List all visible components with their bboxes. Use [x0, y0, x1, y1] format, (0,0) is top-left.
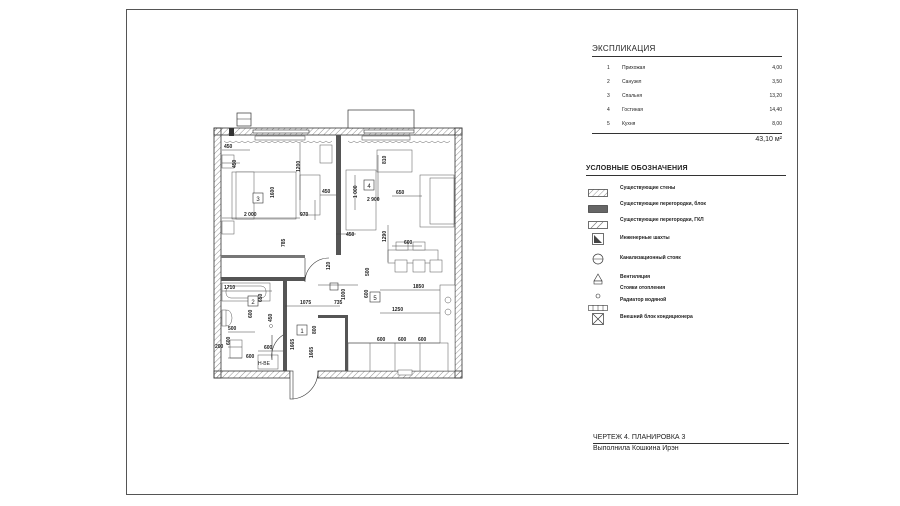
room-name: Кухня	[622, 121, 636, 127]
room-tag-3-label: 3	[256, 197, 260, 203]
heating-riser-icon	[595, 286, 601, 292]
legend-label: Инженерные шахты	[620, 235, 670, 241]
total-area: 43,10 м²	[592, 133, 782, 143]
legend-label: Внешний блок кондиционера	[620, 314, 693, 320]
dim-label: 200	[215, 344, 224, 350]
radiators	[255, 136, 410, 140]
dim-label: 600	[418, 337, 427, 343]
dim-label: 600	[264, 345, 273, 351]
existing-wall-hatch-icon	[588, 184, 608, 192]
explication-title: ЭКСПЛИКАЦИЯ	[592, 44, 782, 57]
legend-item	[586, 296, 786, 310]
living-furniture	[346, 150, 454, 272]
dim-label: 600	[398, 337, 407, 343]
dim-label: 1710	[224, 285, 236, 291]
legend-label: Существующие перегородки, ГКЛ	[620, 217, 704, 223]
author-line: Выполнила Кошкина Ирэн	[593, 445, 679, 452]
dim-label: 970	[300, 212, 309, 218]
room-number: 4	[607, 107, 610, 113]
explication-row	[592, 89, 782, 103]
ac-unit-icon	[592, 312, 604, 324]
room-name: Санузел	[622, 79, 642, 85]
room-area: 4,00	[772, 65, 782, 71]
explication-row	[592, 61, 782, 75]
dim-label: 600	[404, 240, 413, 246]
room-name: Прихожая	[622, 65, 646, 71]
legend-item	[586, 214, 786, 230]
dim-label: 2 900	[367, 197, 380, 203]
room-area: 8,00	[772, 121, 782, 127]
dim-label: 1000	[341, 288, 347, 300]
dim-label: 500	[228, 326, 237, 332]
title-block	[593, 434, 789, 452]
dim-label: 1665	[290, 338, 296, 350]
ventilation-icon	[592, 272, 604, 284]
room-tag-2-label: 2	[251, 300, 255, 306]
dim-label: 600	[248, 309, 254, 318]
dim-label: 785	[281, 238, 287, 247]
dim-label: 1250	[392, 307, 404, 313]
room-area: 13,20	[769, 93, 782, 99]
explication-row	[592, 75, 782, 89]
dim-label: 600	[226, 336, 232, 345]
dim-label: 735	[334, 300, 343, 306]
legend-label: Вентиляция	[620, 274, 651, 280]
dim-label: 1075	[300, 300, 312, 306]
room-tag-1-label: 1	[300, 329, 304, 335]
room-number: 3	[607, 93, 610, 99]
dim-label: 450	[224, 144, 233, 150]
dim-label: 1290	[382, 230, 388, 242]
dim-label: 1665	[309, 346, 315, 358]
dim-label: 600	[377, 337, 386, 343]
legend-item	[586, 182, 786, 198]
legend-item	[586, 270, 786, 284]
dim-label: 600	[364, 289, 370, 298]
legend-item	[586, 230, 786, 250]
dim-label: 650	[396, 190, 405, 196]
engineering-shaft-icon	[592, 232, 604, 244]
dim-label: 450	[268, 313, 274, 322]
legend	[586, 165, 786, 326]
room-number: 2	[607, 79, 610, 85]
room-name: Гостиная	[622, 107, 643, 113]
sewer-riser-icon	[592, 252, 604, 264]
radiator-icon	[588, 298, 608, 304]
block-partition-icon	[588, 200, 608, 208]
room-area: 3,50	[772, 79, 782, 85]
legend-title: УСЛОВНЫЕ ОБОЗНАЧЕНИЯ	[586, 165, 786, 176]
dim-label: 450	[232, 159, 238, 168]
dim-label: 800	[312, 325, 318, 334]
room-number: 5	[607, 121, 610, 127]
legend-label: Радиатор водяной	[620, 297, 667, 303]
dim-label: 500	[365, 267, 371, 276]
legend-item	[586, 250, 786, 270]
interior-partitions	[221, 128, 348, 371]
legend-label: Канализационный стояк	[620, 255, 681, 261]
legend-label: Существующие перегородки, блок	[620, 201, 706, 207]
dim-label: 1 000	[353, 185, 359, 198]
dim-label: 1600	[270, 186, 276, 198]
dim-label: 1200	[296, 160, 302, 172]
sink-label: Н-ВЕ	[258, 361, 270, 367]
legend-item	[586, 310, 786, 326]
dim-label: 2 000	[244, 212, 257, 218]
gkl-partition-icon	[588, 216, 608, 224]
dim-label: 600	[246, 354, 255, 360]
room-tag-4-label: 4	[367, 184, 371, 190]
room-name: Спальня	[622, 93, 643, 99]
legend-item	[586, 284, 786, 296]
legend-item	[586, 198, 786, 214]
legend-label: Стояки отопления	[620, 285, 666, 291]
drawing-title: ЧЕРТЕЖ 4. ПЛАНИРОВКА 3	[593, 434, 789, 444]
explication-row	[592, 117, 782, 131]
dim-label: 810	[382, 155, 388, 164]
dim-label: 120	[326, 261, 332, 270]
dim-label: 450	[346, 232, 355, 238]
room-tag-5-label: 5	[373, 296, 377, 302]
room-area: 14,40	[769, 107, 782, 113]
legend-label: Существующие стены	[620, 185, 676, 191]
room-number: 1	[607, 65, 610, 71]
dim-label: 450	[322, 189, 331, 195]
explication-table	[592, 44, 782, 143]
bedroom-furniture	[222, 145, 332, 234]
dim-label: 1850	[413, 284, 425, 290]
dim-label: 650	[258, 293, 264, 302]
explication-row	[592, 103, 782, 117]
